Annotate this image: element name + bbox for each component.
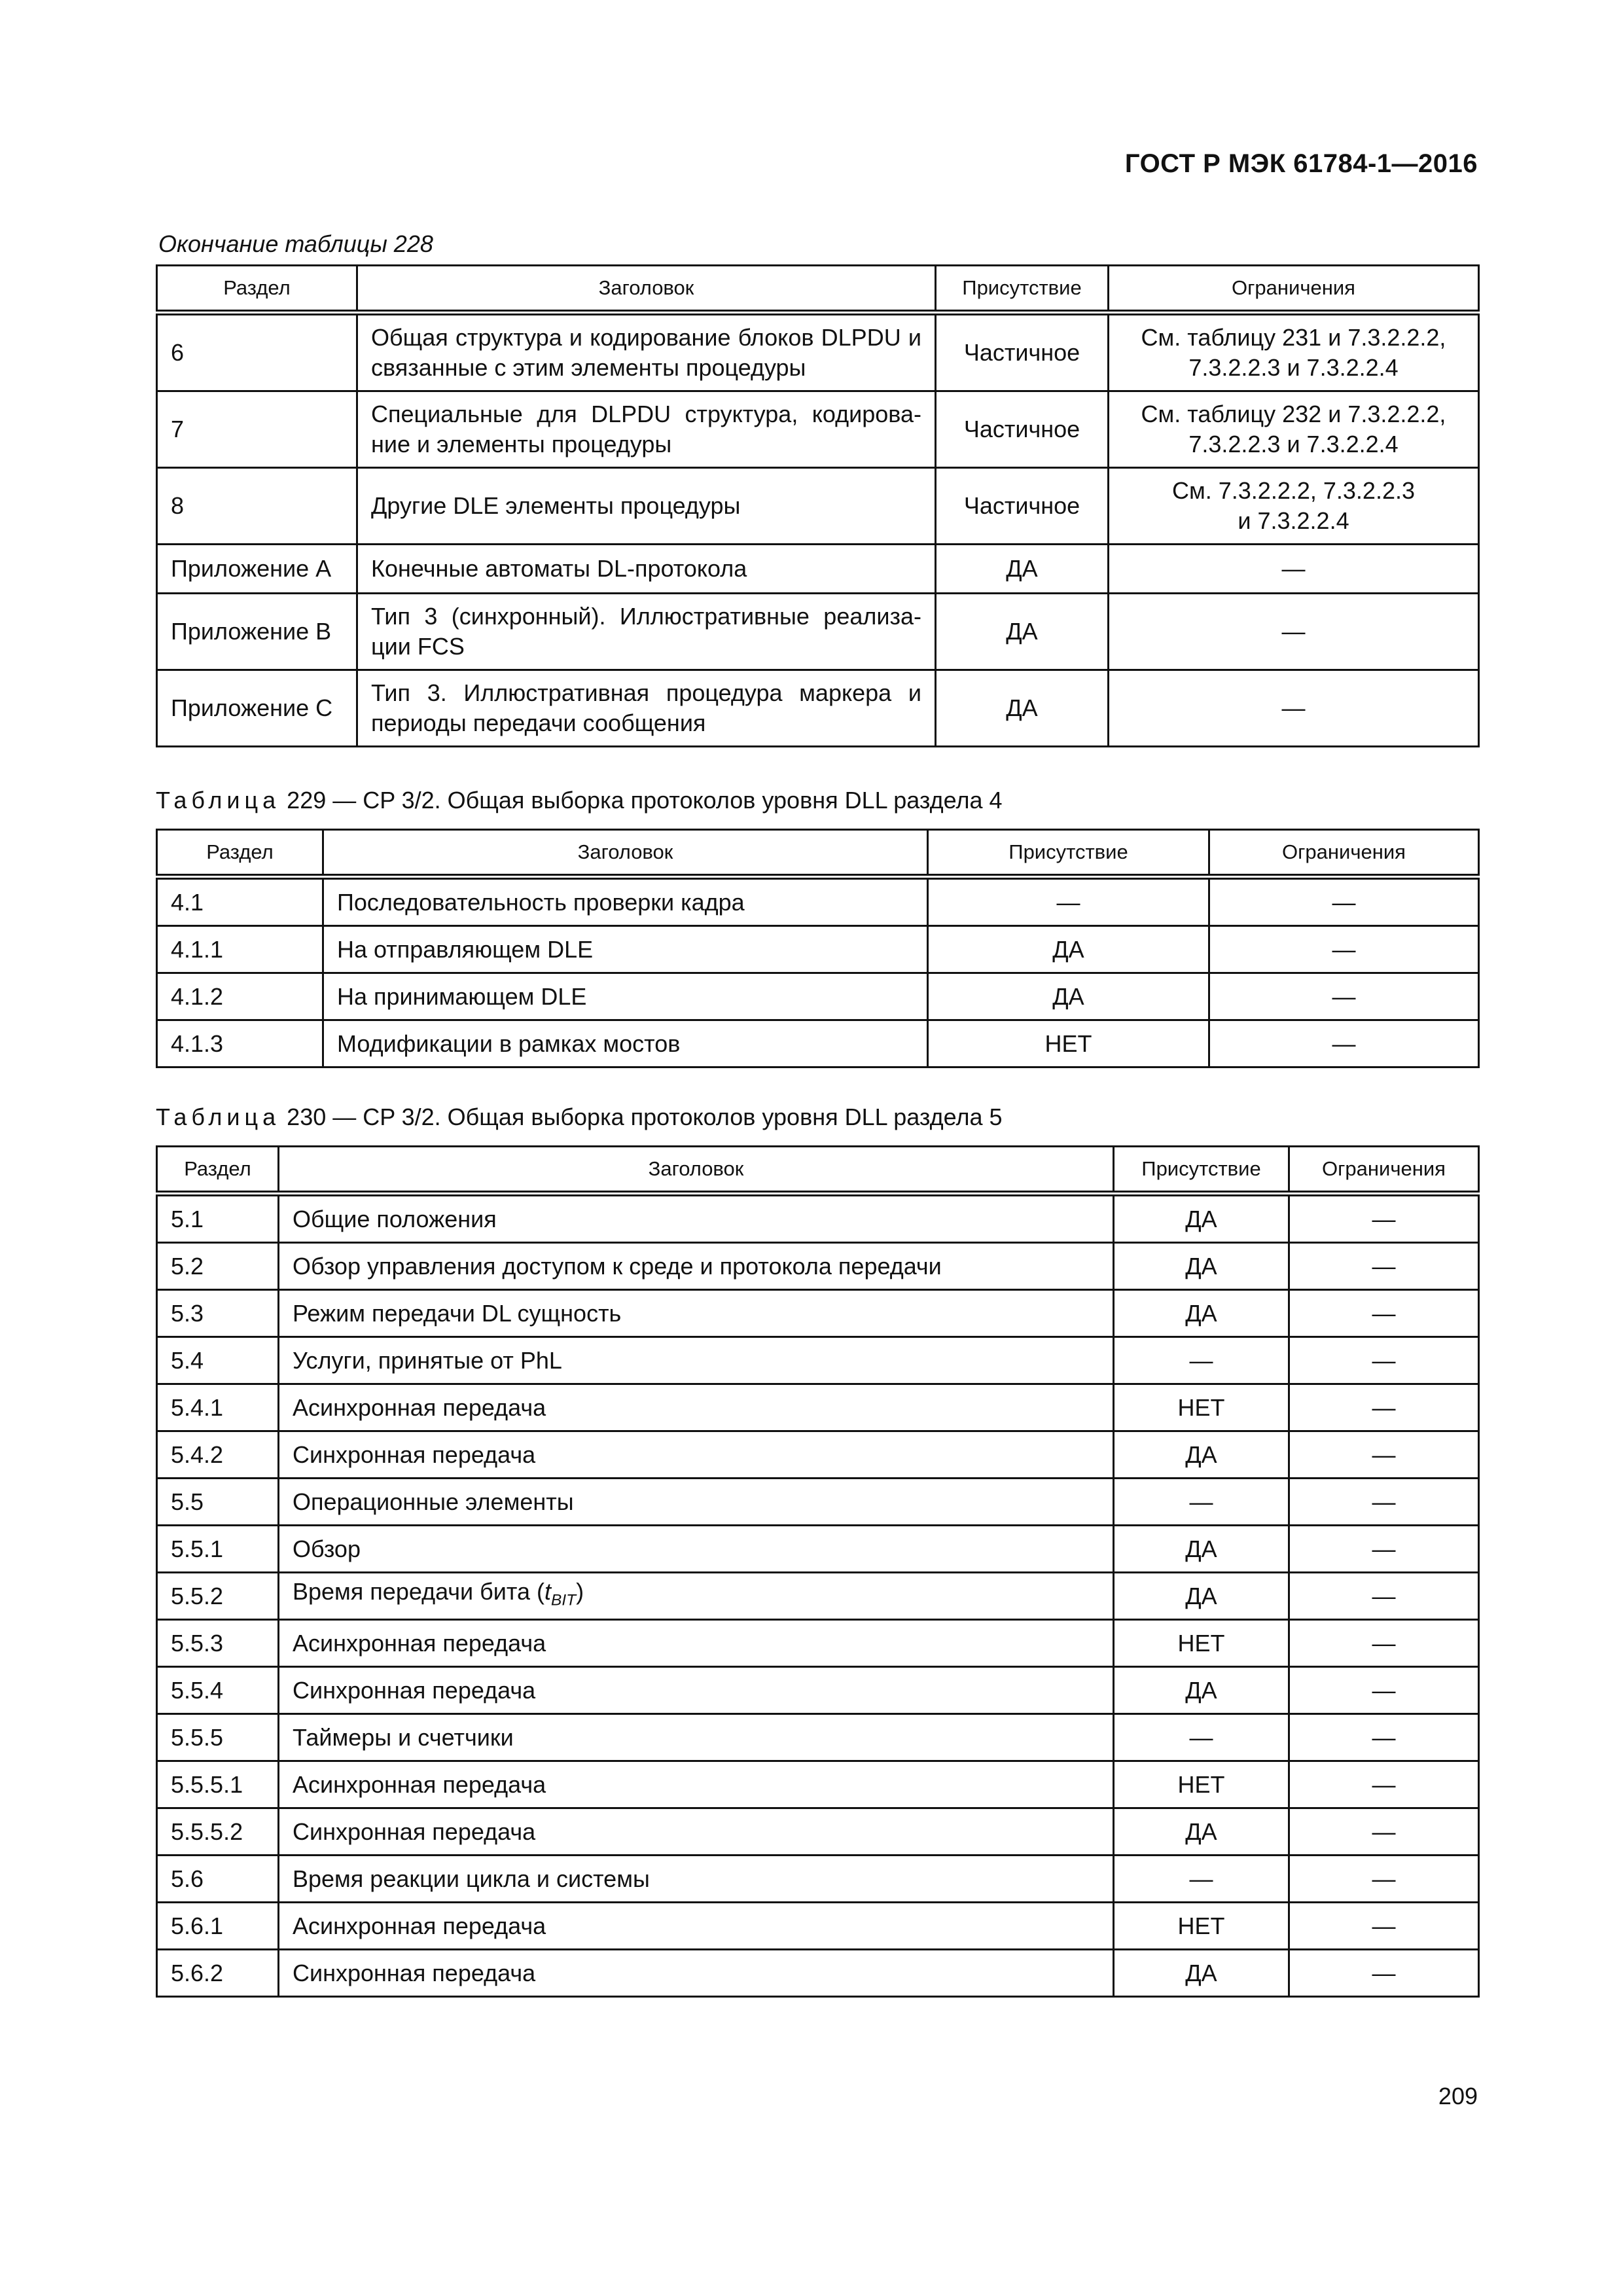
table-row (157, 1903, 1479, 1950)
presence-cell: ДА (1114, 1194, 1289, 1243)
limits-cell: — (1209, 1020, 1479, 1067)
limits-cell: — (1109, 545, 1479, 594)
limits-cell: — (1289, 1667, 1479, 1714)
table-228-continuation-caption: Окончание таблицы 228 (158, 230, 433, 257)
limits-cell: — (1289, 1903, 1479, 1950)
section-cell: 5.5.4 (157, 1667, 279, 1714)
column-header-limits: Ограничения (1289, 1147, 1479, 1194)
title-cell: Синхронная передача (279, 1667, 1114, 1714)
presence-cell: ДА (936, 594, 1109, 670)
limits-cell: — (1289, 1431, 1479, 1479)
table-row (157, 670, 1479, 747)
table-row (157, 1337, 1479, 1384)
table-row (157, 926, 1479, 973)
presence-cell: НЕТ (928, 1020, 1209, 1067)
limits-cell: — (1209, 926, 1479, 973)
table-header-row (157, 1147, 1479, 1194)
section-cell: 5.6.1 (157, 1903, 279, 1950)
presence-cell: Частичное (936, 468, 1109, 545)
title-cell: Таймеры и счетчики (279, 1714, 1114, 1761)
limits-cell: — (1209, 877, 1479, 926)
section-cell: 5.5.3 (157, 1620, 279, 1667)
section-cell: 4.1.3 (157, 1020, 323, 1067)
table-229 (156, 829, 1480, 1068)
table-row (157, 1290, 1479, 1337)
limits-cell: — (1109, 670, 1479, 747)
title-cell: Тип 3 (синхронный). Иллюстративные реализа-ции FCS (357, 594, 936, 670)
section-cell: 4.1 (157, 877, 323, 926)
table-row (157, 1526, 1479, 1573)
limits-cell: — (1109, 594, 1479, 670)
section-cell: 5.5 (157, 1479, 279, 1526)
bit-time-symbol: t (544, 1577, 552, 1605)
title-cell: Обзор управления доступом к среде и протокола передачи (279, 1243, 1114, 1290)
limits-cell (1109, 468, 1479, 545)
column-header-title: Заголовок (279, 1147, 1114, 1194)
limits-line: См. 7.3.2.2.2, 7.3.2.2.3 (1172, 477, 1415, 504)
title-cell: Асинхронная передача (279, 1384, 1114, 1431)
presence-cell: ДА (928, 926, 1209, 973)
section-cell: 4.1.2 (157, 973, 323, 1020)
limits-cell: — (1289, 1808, 1479, 1856)
presence-cell: НЕТ (1114, 1384, 1289, 1431)
title-cell: Общие положения (279, 1194, 1114, 1243)
section-cell: 5.4 (157, 1337, 279, 1384)
limits-cell: — (1289, 1761, 1479, 1808)
presence-cell: — (1114, 1479, 1289, 1526)
table-row (157, 1856, 1479, 1903)
table-caption-text: 230 — CP 3/2. Общая выборка протоколов уровня DLL раздела 5 (287, 1103, 1003, 1130)
limits-cell: — (1289, 1714, 1479, 1761)
table-row (157, 1573, 1479, 1620)
table-row (157, 1667, 1479, 1714)
presence-cell: — (1114, 1714, 1289, 1761)
column-header-presence: Присутствие (928, 830, 1209, 877)
section-cell: 5.5.5.2 (157, 1808, 279, 1856)
limits-cell (1109, 313, 1479, 391)
table-row (157, 545, 1479, 594)
limits-cell: — (1289, 1337, 1479, 1384)
page-number: 209 (1438, 2083, 1478, 2109)
table-row (157, 1950, 1479, 1997)
limits-line: 7.3.2.2.3 и 7.3.2.2.4 (1188, 354, 1399, 381)
title-cell: Услуги, принятые от PhL (279, 1337, 1114, 1384)
table-row (157, 1761, 1479, 1808)
bit-time-subscript: BIT (551, 1591, 577, 1609)
presence-cell: НЕТ (1114, 1903, 1289, 1950)
limits-cell: — (1289, 1856, 1479, 1903)
table-row (157, 391, 1479, 468)
section-cell: 5.5.5.1 (157, 1761, 279, 1808)
presence-cell: — (1114, 1856, 1289, 1903)
table-caption-word: Таблица (156, 1103, 281, 1130)
column-header-limits: Ограничения (1209, 830, 1479, 877)
title-cell: Асинхронная передача (279, 1761, 1114, 1808)
presence-cell: Частичное (936, 391, 1109, 468)
title-text: Время передачи бита ( (293, 1577, 544, 1605)
limits-cell: — (1209, 973, 1479, 1020)
table-row (157, 594, 1479, 670)
title-cell: Асинхронная передача (279, 1620, 1114, 1667)
presence-cell: ДА (1114, 1950, 1289, 1997)
limits-cell: — (1289, 1194, 1479, 1243)
limits-line: См. таблицу 232 и 7.3.2.2.2, (1141, 401, 1446, 427)
title-cell: Режим передачи DL сущность (279, 1290, 1114, 1337)
presence-cell: ДА (1114, 1526, 1289, 1573)
table-row (157, 1431, 1479, 1479)
section-cell: Приложение A (157, 545, 357, 594)
section-cell: 8 (157, 468, 357, 545)
column-header-presence: Присутствие (936, 266, 1109, 313)
table-row (157, 973, 1479, 1020)
title-cell: Последовательность проверки кадра (323, 877, 928, 926)
title-cell: Синхронная передача (279, 1431, 1114, 1479)
title-cell: Синхронная передача (279, 1808, 1114, 1856)
table-header-row (157, 266, 1479, 313)
column-header-limits: Ограничения (1109, 266, 1479, 313)
limits-cell: — (1289, 1384, 1479, 1431)
presence-cell: — (1114, 1337, 1289, 1384)
section-cell: 5.6.2 (157, 1950, 279, 1997)
title-cell (279, 1573, 1114, 1620)
limits-cell: — (1289, 1950, 1479, 1997)
table-caption-text: 229 — CP 3/2. Общая выборка протоколов уровня DLL раздела 4 (287, 787, 1003, 814)
section-cell: 5.6 (157, 1856, 279, 1903)
limits-cell: — (1289, 1290, 1479, 1337)
table-header-row (157, 830, 1479, 877)
section-cell: 5.4.1 (157, 1384, 279, 1431)
limits-line: 7.3.2.2.3 и 7.3.2.2.4 (1188, 431, 1399, 457)
presence-cell: Частичное (936, 313, 1109, 391)
table-228 (156, 264, 1480, 747)
table-row (157, 468, 1479, 545)
limits-cell: — (1289, 1573, 1479, 1620)
title-cell: На отправляющем DLE (323, 926, 928, 973)
presence-cell: НЕТ (1114, 1761, 1289, 1808)
title-cell: Общая структура и кодирование блоков DLPDU и связанные с этим элементы процедуры (357, 313, 936, 391)
limits-cell: — (1289, 1479, 1479, 1526)
table-row (157, 1808, 1479, 1856)
presence-cell: НЕТ (1114, 1620, 1289, 1667)
section-cell: 5.5.5 (157, 1714, 279, 1761)
presence-cell: ДА (1114, 1243, 1289, 1290)
presence-cell: ДА (1114, 1667, 1289, 1714)
title-cell: Асинхронная передача (279, 1903, 1114, 1950)
column-header-section: Раздел (157, 1147, 279, 1194)
presence-cell: — (928, 877, 1209, 926)
title-cell: Другие DLE элементы процедуры (357, 468, 936, 545)
limits-cell: — (1289, 1243, 1479, 1290)
table-229-caption (156, 787, 1003, 814)
section-cell: 5.5.2 (157, 1573, 279, 1620)
column-header-section: Раздел (157, 266, 357, 313)
column-header-title: Заголовок (357, 266, 936, 313)
presence-cell: ДА (1114, 1573, 1289, 1620)
table-row (157, 1020, 1479, 1067)
limits-cell (1109, 391, 1479, 468)
table-230-caption (156, 1103, 1003, 1131)
column-header-section: Раздел (157, 830, 323, 877)
title-cell: На принимающем DLE (323, 973, 928, 1020)
presence-cell: ДА (928, 973, 1209, 1020)
limits-cell: — (1289, 1620, 1479, 1667)
section-cell: 7 (157, 391, 357, 468)
title-text-end: ) (576, 1577, 584, 1605)
presence-cell: ДА (1114, 1290, 1289, 1337)
presence-cell: ДА (1114, 1808, 1289, 1856)
section-cell: Приложение C (157, 670, 357, 747)
table-row (157, 1384, 1479, 1431)
title-cell: Обзор (279, 1526, 1114, 1573)
table-row (157, 1620, 1479, 1667)
limits-cell: — (1289, 1526, 1479, 1573)
section-cell: 5.2 (157, 1243, 279, 1290)
section-cell: 5.1 (157, 1194, 279, 1243)
column-header-title: Заголовок (323, 830, 928, 877)
table-row (157, 1714, 1479, 1761)
table-row (157, 1194, 1479, 1243)
title-cell: Тип 3. Иллюстративная процедура маркера и периоды передачи сообщения (357, 670, 936, 747)
table-row (157, 1479, 1479, 1526)
limits-line: См. таблицу 231 и 7.3.2.2.2, (1141, 324, 1446, 351)
title-cell: Модификации в рамках мостов (323, 1020, 928, 1067)
limits-line: и 7.3.2.2.4 (1238, 507, 1349, 534)
section-cell: 5.5.1 (157, 1526, 279, 1573)
section-cell: Приложение B (157, 594, 357, 670)
presence-cell: ДА (1114, 1431, 1289, 1479)
table-caption-word: Таблица (156, 787, 281, 814)
title-cell: Синхронная передача (279, 1950, 1114, 1997)
section-cell: 5.4.2 (157, 1431, 279, 1479)
title-cell: Операционные элементы (279, 1479, 1114, 1526)
table-row (157, 313, 1479, 391)
title-cell: Специальные для DLPDU структура, кодирова-ние и элементы процедуры (357, 391, 936, 468)
standard-code: ГОСТ Р МЭК 61784-1—2016 (1124, 149, 1478, 178)
section-cell: 6 (157, 313, 357, 391)
table-230 (156, 1145, 1480, 1998)
table-row (157, 877, 1479, 926)
presence-cell: ДА (936, 670, 1109, 747)
section-cell: 5.3 (157, 1290, 279, 1337)
presence-cell: ДА (936, 545, 1109, 594)
title-cell: Конечные автоматы DL-протокола (357, 545, 936, 594)
section-cell: 4.1.1 (157, 926, 323, 973)
title-cell: Время реакции цикла и системы (279, 1856, 1114, 1903)
column-header-presence: Присутствие (1114, 1147, 1289, 1194)
table-row (157, 1243, 1479, 1290)
